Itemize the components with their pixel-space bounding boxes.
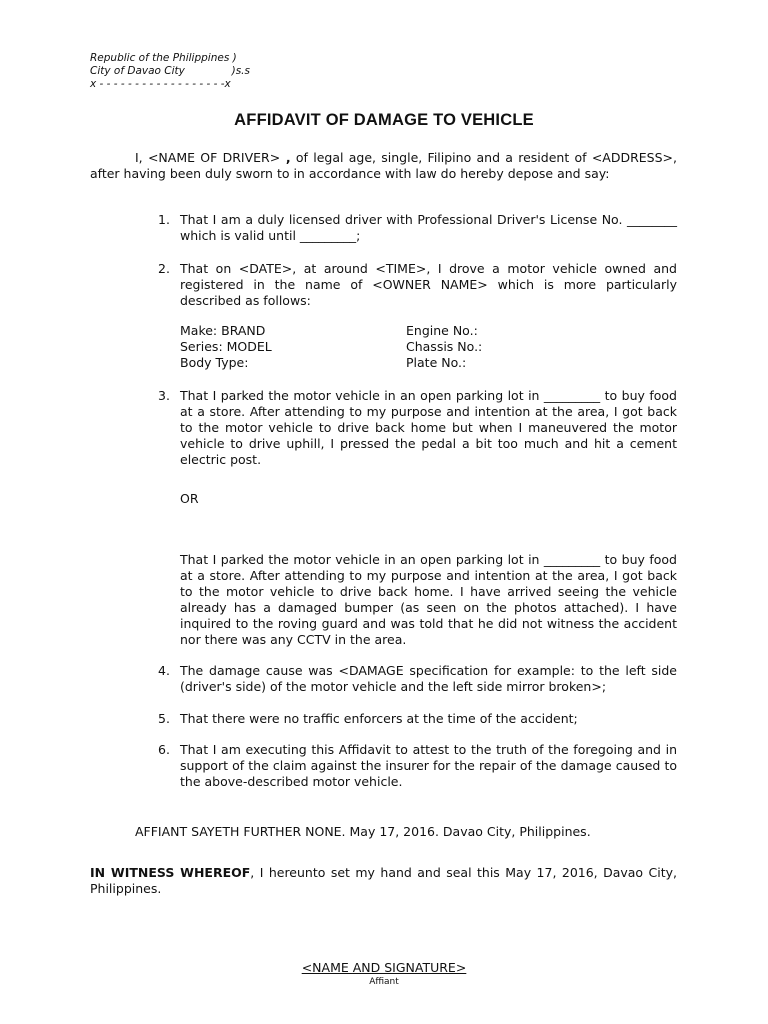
- intro-prefix: I,: [135, 150, 148, 165]
- spec-row: [180, 355, 600, 371]
- list-item: [158, 663, 677, 695]
- document-title: AFFIDAVIT OF DAMAGE TO VEHICLE: [234, 111, 534, 129]
- list-item: [158, 388, 677, 468]
- signature-role: Affiant: [369, 977, 399, 987]
- or-label: OR: [180, 491, 199, 506]
- spec-body-type: Body Type:: [180, 355, 249, 370]
- list-item: [158, 742, 677, 790]
- closing-statement: AFFIANT SAYETH FURTHER NONE. May 17, 2016. Davao City, Philippines.: [135, 824, 591, 839]
- witness-paragraph: [90, 865, 677, 897]
- venue-line-separator: x - - - - - - - - - - - - - - - - - -x: [90, 78, 231, 90]
- driver-name-placeholder: <NAME OF DRIVER>: [147, 150, 281, 165]
- venue-line-city: City of Davao City )s.s: [90, 65, 250, 77]
- spec-make: Make: BRAND: [180, 323, 266, 338]
- spec-row: [180, 339, 600, 355]
- signature-name: <NAME AND SIGNATURE>: [301, 960, 467, 975]
- intro-separator: ,: [280, 150, 291, 165]
- venue-header: [90, 52, 250, 91]
- item-text: The damage cause was <DAMAGE specification for example: to the left side (driver's side) of the motor vehicle and the left side mirror broken>;: [180, 663, 677, 694]
- vehicle-specs: [180, 323, 600, 371]
- item-text: That I parked the motor vehicle in an open parking lot in _________ to buy food at a store. After attending to my purpose and intention at the area, I got back to the motor vehicle to drive back home but when I maneuvered the motor vehicle to drive uphill, I pressed the pedal a bit too much and hit a cement electric post.: [180, 388, 677, 467]
- item-text: That I am a duly licensed driver with Professional Driver's License No. ________ which is valid until _________;: [180, 212, 677, 243]
- item-number: 1.: [158, 212, 170, 227]
- alternative-paragraph: That I parked the motor vehicle in an open parking lot in _________ to buy food at a store. After attending to my purpose and intention at the area, I got back to the motor vehicle to drive back home. I have arrived seeing the vehicle already has a damaged bumper (as seen on the photos attached). I have inquired to the roving guard and was told that he did not witness the accident nor there was any CCTV in the area.: [180, 552, 677, 647]
- witness-lead: IN WITNESS WHEREOF: [90, 865, 251, 880]
- item-text: That there were no traffic enforcers at the time of the accident;: [180, 711, 578, 726]
- spec-engine: Engine No.:: [406, 323, 478, 338]
- venue-line-republic: Republic of the Philippines ): [90, 52, 237, 64]
- item-text: That on <DATE>, at around <TIME>, I drove a motor vehicle owned and registered in the name of <OWNER NAME> which is more particularly described as follows:: [180, 261, 677, 308]
- intro-paragraph: [90, 150, 677, 182]
- spec-plate: Plate No.:: [406, 355, 467, 370]
- item-number: 6.: [158, 742, 170, 757]
- spec-series: Series: MODEL: [180, 339, 272, 354]
- list-item: [158, 711, 677, 727]
- spec-chassis: Chassis No.:: [406, 339, 483, 354]
- item-number: 3.: [158, 388, 170, 403]
- spec-row: [180, 323, 600, 339]
- item-text: That I am executing this Affidavit to attest to the truth of the foregoing and in support of the claim against the insurer for the repair of the damage caused to the above-described motor vehicle.: [180, 742, 677, 789]
- item-number: 2.: [158, 261, 170, 276]
- item-number: 5.: [158, 711, 170, 726]
- item-number: 4.: [158, 663, 170, 678]
- signature-block: [0, 960, 768, 988]
- list-item: [158, 212, 677, 244]
- intro-rest: of legal age, single, Filipino and a resident of <ADDRESS>, after having been duly sworn to in accordance with law do hereby depose and say:: [90, 150, 677, 181]
- witness-rest: , I hereunto set my hand and seal this May 17, 2016, Davao City, Philippines.: [90, 865, 677, 896]
- list-item: [158, 261, 677, 309]
